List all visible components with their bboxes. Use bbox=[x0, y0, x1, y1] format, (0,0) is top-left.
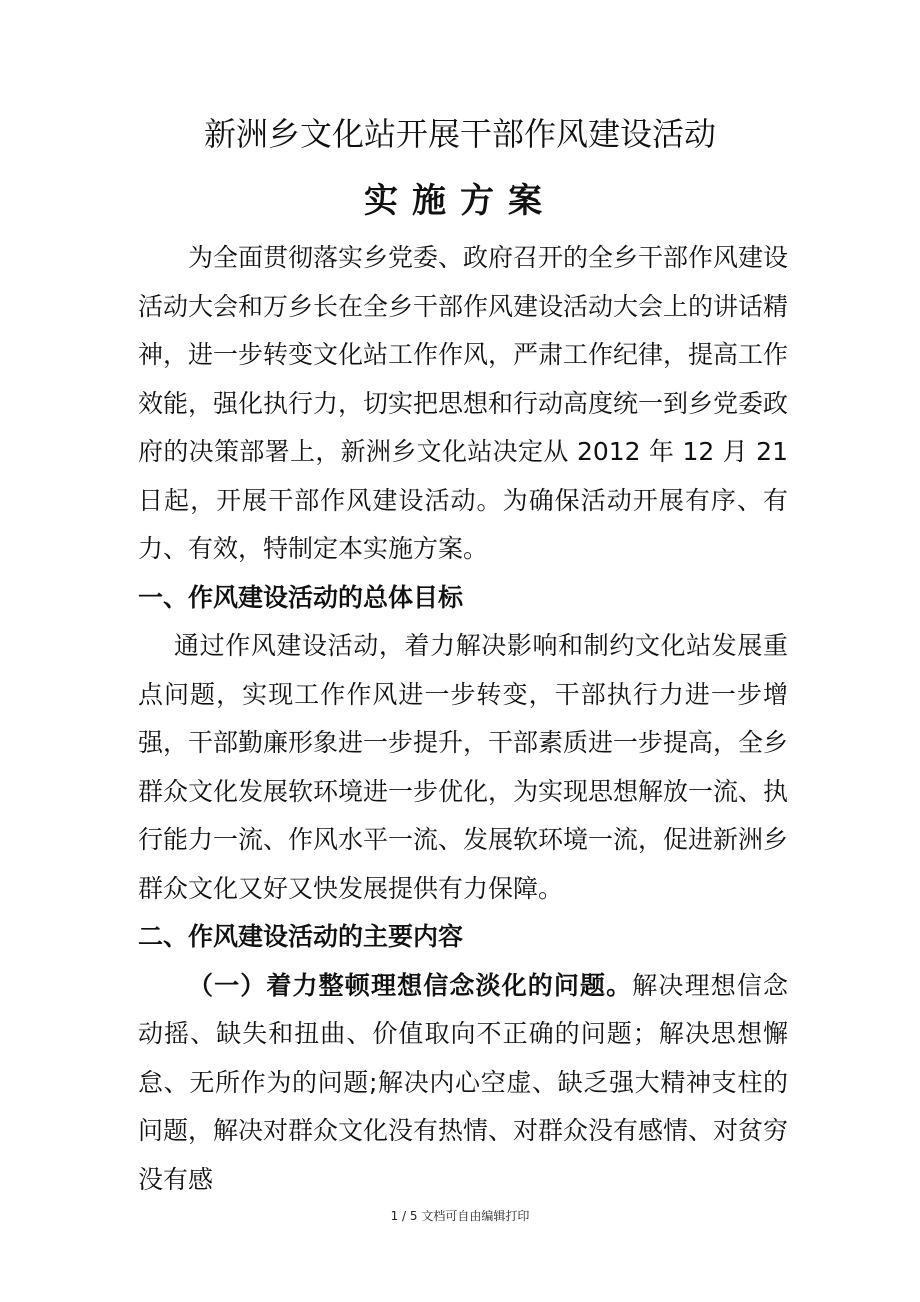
page-footer: 1 / 5 文档可自由编辑打印 bbox=[390, 1209, 530, 1223]
intro-paragraph: 为全面贯彻落实乡党委、政府召开的全乡干部作风建设活动大会和万乡长在全乡干部作风建设活动大会上的讲话精神，进一步转变文化站工作作风，严肃工作纪律，提高工作效能，强化执行力，切实把思想和行动高度统一到乡党委政府的决策部署上，新洲乡文化站决定从 2012 年 12 月 21 日起，开展干部作风建设活动。为确保活动开展有序、有力、有效，特制定本实施方案。 bbox=[138, 243, 789, 563]
document-title: 新洲乡文化站开展干部作风建设活动 bbox=[203, 115, 716, 153]
section-1-heading: 一、作风建设活动的总体目标 bbox=[138, 582, 464, 612]
document-subtitle: 实施方案 bbox=[364, 181, 556, 221]
section-1-paragraph: 通过作风建设活动，着力解决影响和制约文化站发展重点问题，实现工作作风进一步转变，干部执行力进一步增强，干部勤廉形象进一步提升，干部素质进一步提高，全乡群众文化发展软环境进一步优化，为实现思想解放一流、执行能力一流、作风水平一流、发展软环境一流，促进新洲乡群众文化又好又快发展提供有力保障。 bbox=[138, 631, 789, 903]
section-2-heading: 二、作风建设活动的主要内容 bbox=[138, 922, 464, 951]
section-2-item-1-text: 解决理想信念动摇、缺失和扭曲、价值取向不正确的问题；解决思想懈怠、无所作为的问题;解决内心空虚、缺乏强大精神支柱的问题，解决对群众文化没有热情、对群众没有感情、对贫穷没有感 bbox=[138, 970, 789, 1194]
section-2-item-1-paragraph bbox=[138, 962, 788, 1205]
section-2-item-1-lead: （一）着力整顿理想信念淡化的问题。 bbox=[188, 970, 633, 1000]
document-body bbox=[138, 234, 788, 1204]
